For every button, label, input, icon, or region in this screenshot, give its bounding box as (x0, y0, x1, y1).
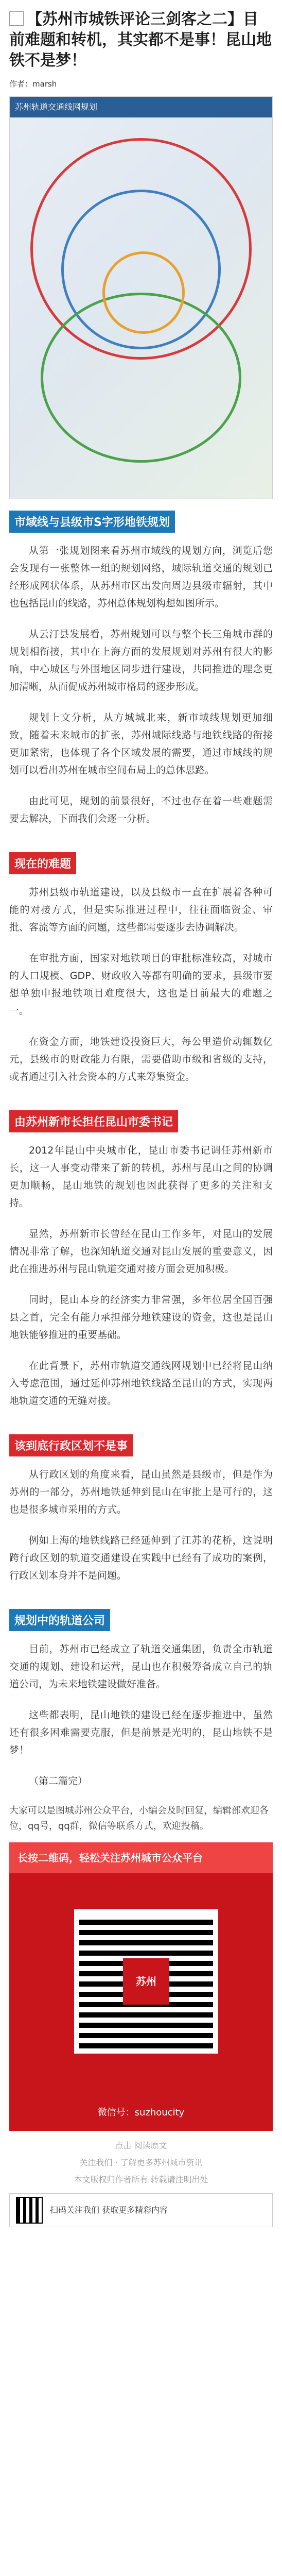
section-paragraph: 在审批方面，国家对地铁项目的审批标准较高，对城市的人口规模、GDP、财政收入等都有明确的要求，县级市要想单独申报地铁项目难度很大，这也是目前最大的难题之一。 (9, 953, 273, 1016)
transit-map-image (9, 96, 273, 499)
section-paragraph: 同时，昆山本身的经济实力非常强，多年位居全国百强县之首，完全有能力承担部分地铁建设的资金，这也是昆山地铁能够推进的重要基础。 (9, 1294, 273, 1341)
section-heading: 该到底行政区划不是事 (9, 1434, 133, 1456)
section-paragraph: 目前，苏州市已经成立了轨道交通集团，负责全市轨道交通的规划、建设和运营，昆山也在积极筹备成立自己的轨道公司，为未来地铁建设做好准备。 (9, 1643, 273, 1690)
article-title (9, 9, 273, 71)
article-body (0, 499, 282, 1790)
footer-note: 大家可以是图城苏州公众平台，小编会及时回复，编辑部欢迎各位，qq号，qq群，微信等联系方式，欢迎投稿。 (9, 1805, 269, 1832)
section-paragraph: 由此可见，规划的前景很好，不过也存在着一些难题需要去解决，下面我们会逐一分析。 (9, 795, 273, 824)
document-icon (9, 11, 24, 26)
map-caption: 苏州轨道交通线网规划 (10, 97, 272, 117)
section-paragraph: 苏州县级市轨道建设，以及县级市一直在扩展着各种可能的对接方式，但是实际推进过程中，往往面临资金、审批、客流等方面的问题，这些都需要逐步去协调解决。 (9, 887, 273, 933)
section-paragraph: 这些都表明，昆山地铁的建设已经在逐步推进中，虽然还有很多困难需要克服，但是前景是光明的，昆山地铁不是梦！ (9, 1709, 273, 1756)
section-paragraph: 例如上海的地铁线路已经延伸到了江苏的花桥，这说明跨行政区划的轨道交通建设在实践中已经有了成功的案例，行政区划本身并不是问题。 (9, 1535, 273, 1581)
author-label: 作者： (9, 79, 33, 89)
read-original-link[interactable]: 点击 阅读原文 (115, 2141, 167, 2150)
qr-code[interactable] (74, 1909, 218, 2054)
section-paragraph: 显然，苏州新市长曾经在昆山工作多年，对昆山的发展情况非常了解，也深知轨道交通对昆山发展的重要意义，因此在推进苏州与昆山轨道交通对接方面会更加积极。 (9, 1228, 273, 1275)
author-line (0, 74, 282, 96)
qr-center-logo: 苏州 (123, 1958, 169, 2005)
section-paragraph: 从云汀县发展看，苏州规划可以与整个长三角城市群的规划相衔接，其中在上海方面的发展规划对苏州有很大的影响，中心城区与外围地区同步进行建设，共同推进的理念更加清晰，从而促成苏州城市格局的逐步形成。 (9, 629, 273, 692)
article-header (0, 0, 282, 74)
qr-promo-image (9, 1842, 273, 2131)
author-name[interactable]: marsh (32, 79, 57, 89)
section-paragraph: 2012年昆山中央城市化，昆山市委书记调任苏州新市长，这一人事变动带来了新的转机，苏州与昆山之间的协调更加顺畅，昆山地铁的规划也因此获得了更多的关注和支持。 (9, 1145, 273, 1209)
section-paragraph: 规划上文分析，从方城城北来，新市域线规划更加细致，随着未来城市的扩张，苏州城际线路与地铁线路的衔接更加紧密，也体现了各个区域发展的需要，通过市域线的规划可以看出苏州在城市空间布局上的总体思路。 (9, 712, 273, 776)
map-route-orange (102, 251, 185, 334)
section-closing: （第二篇完） (29, 1775, 88, 1787)
section-heading: 现在的难题 (9, 852, 76, 874)
copyright-text: 本文版权归作者所有 转载请注明出处 (74, 2175, 208, 2184)
section-paragraph: 从行政区划的角度来看，昆山虽然是县级市，但是作为苏州的一部分，苏州地铁延伸到昆山在审批上是可行的，这也是很多城市采用的方式。 (9, 1469, 273, 1515)
article-title-text: 【苏州市城铁评论三剑客之二】目前难题和转机，其实都不是事！昆山地铁不是梦！ (9, 10, 272, 70)
bottom-banner[interactable] (9, 2193, 273, 2227)
wechat-id: 微信号：suzhoucity (97, 2107, 185, 2118)
section-heading: 由苏州新市长担任昆山市委书记 (9, 1110, 178, 1132)
section-heading: 市域线与县级市S字形地铁规划 (9, 511, 175, 533)
section-paragraph: 在此背景下，苏州市轨道交通线网规划中已经将昆山纳入考虑范围，通过延伸苏州地铁线路至昆山的方式，实现两地轨道交通的无缝对接。 (9, 1360, 273, 1406)
section-paragraph: 在资金方面，地铁建设投资巨大，每公里造价动辄数亿元，县级市的财政能力有限，需要借助市级和省级的支持，或者通过引入社会资本的方式来筹集资金。 (9, 1036, 273, 1082)
section-paragraph: 从第一张规划图来看苏州市域线的规划方向，浏览后您会发现有一张整体一组的规划网络，城际轨道交通的规划已经形成网状体系，从苏州市区出发向周边县级市辐射，其中也包括昆山的线路，苏州总体规划构想如图所示。 (9, 545, 273, 609)
banner-text: 扫码关注我们 获取更多精彩内容 (50, 2205, 168, 2215)
banner-qr-icon (16, 2197, 43, 2224)
section-heading: 规划中的轨道公司 (9, 1609, 110, 1631)
follow-us-text: 关注我们 · 了解更多苏州城市资讯 (79, 2158, 203, 2167)
qr-promo-top-text: 长按二维码，轻松关注苏州城市公众平台 (9, 1842, 273, 1873)
